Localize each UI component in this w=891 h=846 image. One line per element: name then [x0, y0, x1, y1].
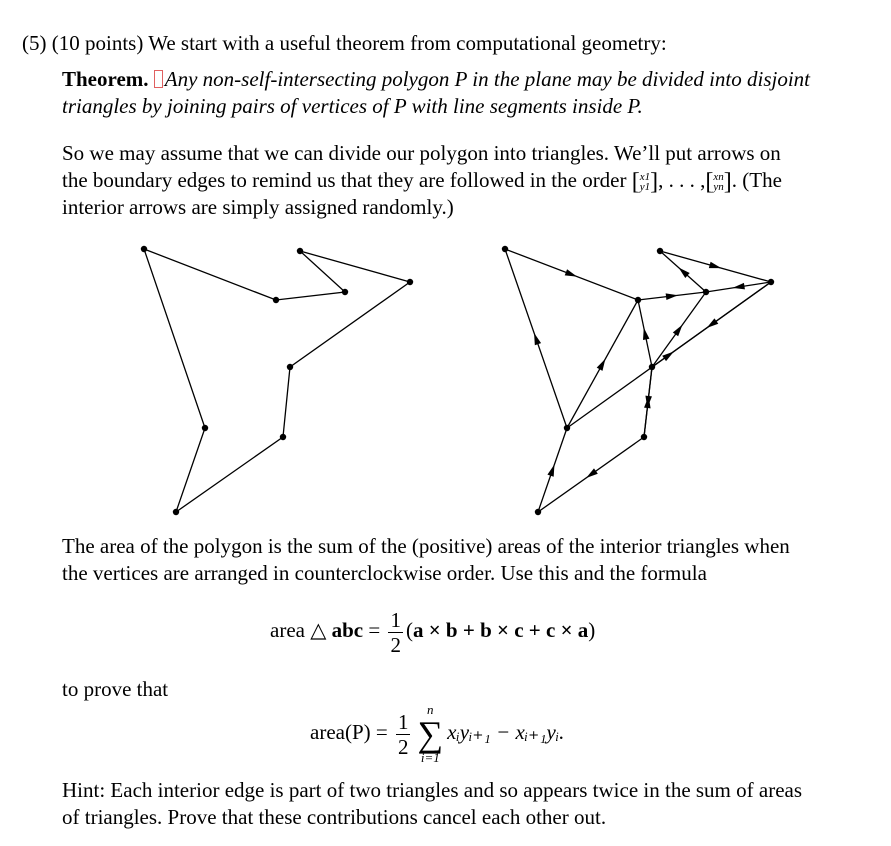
left-vertex-8: [202, 425, 208, 431]
theorem-text-1: Any non-self-intersecting polygon P in the plane may be divided into disjoint: [164, 67, 811, 91]
theorem-line-2: triangles by joining pairs of vertices of P with line segments inside P.: [62, 94, 643, 118]
ellipsis: , . . . ,: [658, 168, 706, 192]
right-vertex-8: [564, 425, 570, 431]
left-vertex-4: [407, 279, 413, 285]
right-vertex-3: [657, 248, 663, 254]
theorem-label: Theorem.: [62, 67, 149, 91]
para2-line-2: the vertices are arranged in counterclockwise order. Use this and the formula: [62, 561, 707, 585]
boundary-edge-7-arrow: [547, 464, 554, 476]
para1-line-3: interior arrows are simply assigned randomly.): [62, 195, 454, 219]
to-prove-text: to prove that: [62, 677, 169, 701]
para1-line-2-text: the boundary edges to remind us that they are followed in the order: [62, 168, 627, 192]
para1-line-1: So we may assume that we can divide our polygon into triangles. We’ll put arrows on: [62, 141, 781, 165]
problem-number: (5): [22, 31, 47, 55]
diagonal-1-arrow: [643, 328, 649, 340]
diagonal-0-arrow: [597, 359, 606, 371]
para1-line-2-tail: . (The: [731, 168, 782, 192]
left-vertex-0: [141, 246, 147, 252]
vector-last: xn yn: [713, 171, 724, 194]
boundary-edge-3-arrow: [709, 262, 721, 268]
right-vertex-1: [635, 297, 641, 303]
right-vertex-4: [768, 279, 774, 285]
diagonal-4-arrow: [662, 352, 674, 362]
right-vertex-6: [641, 434, 647, 440]
problem-intro: We start with a useful theorem from computational geometry:: [148, 31, 667, 55]
left-vertex-5: [287, 364, 293, 370]
para2-line-1: The area of the polygon is the sum of the (positive) areas of the interior triangles when: [62, 534, 790, 558]
boundary-edge-6-arrow: [586, 468, 598, 478]
boundary-edge-0-arrow: [565, 269, 577, 276]
boundary-edge-1-arrow: [666, 293, 678, 300]
boundary-edge-8-arrow: [534, 333, 541, 345]
hint-line-1: Hint: Each interior edge is part of two triangles and so appears twice in the sum of areas: [62, 778, 803, 802]
triangle-area-formula: area △ abc = $\frac{1}{2}$ (a × b + b × c + c × a): [270, 607, 596, 657]
left-polygon-outline: [144, 249, 410, 512]
polygon-area-formula: area(P) = $\frac{1}{2}$ n ∑ i=1 xᵢyᵢ₊₁ − xᵢ₊₁yᵢ.: [310, 702, 565, 766]
para1-line-2: the boundary edges to remind us that they are followed in the order [ x1 y1 ], . . . ,[ xn yn ]. (The: [62, 168, 782, 196]
right-vertex-5: [649, 364, 655, 370]
left-vertex-1: [273, 297, 279, 303]
left-vertex-7: [173, 509, 179, 515]
right-vertex-2: [703, 289, 709, 295]
diagonal-2-arrow: [673, 325, 683, 337]
right-triangulated-figure: [502, 246, 774, 515]
left-vertex-2: [342, 289, 348, 295]
left-vertex-6: [280, 434, 286, 440]
right-vertex-0: [502, 246, 508, 252]
left-polygon-figure: [141, 246, 413, 515]
right-vertex-7: [535, 509, 541, 515]
hint-line-2: of triangles. Prove that these contributions cancel each other out.: [62, 805, 607, 829]
left-vertex-3: [297, 248, 303, 254]
summation-symbol: n ∑ i=1: [417, 702, 444, 766]
diagonal-3-arrow: [733, 283, 745, 290]
problem-points: (10 points): [51, 31, 144, 55]
vector-first: x1 y1: [639, 171, 651, 194]
